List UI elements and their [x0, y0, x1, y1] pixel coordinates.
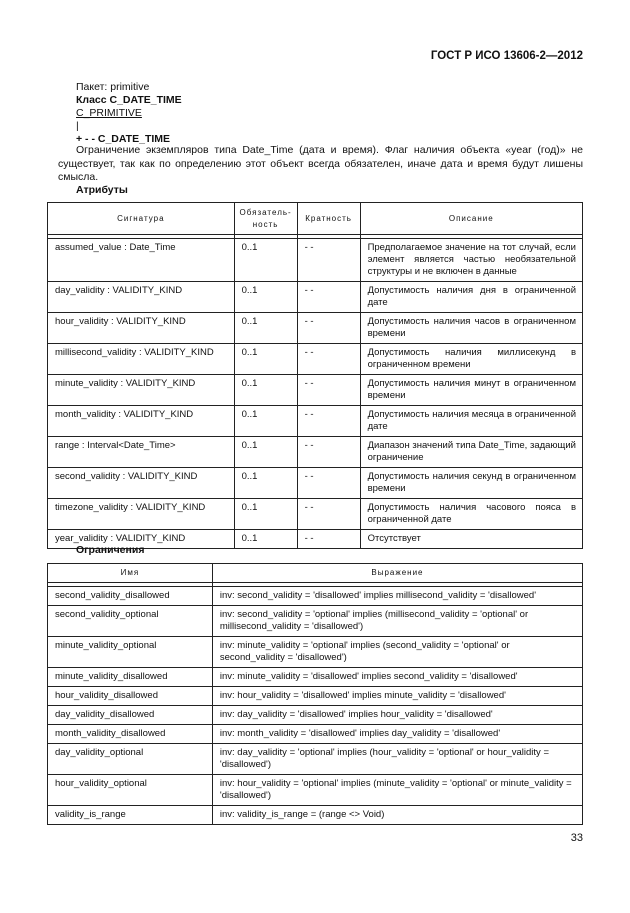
attribute-row-cell: Допустимость наличия дня в ограниченной дате [360, 282, 582, 313]
attribute-row-cell: 0..1 [234, 239, 297, 282]
attribute-row-cell: - - [297, 313, 360, 344]
constraint-row-cell: inv: hour_validity = 'disallowed' implies minute_validity = 'disallowed' [212, 687, 582, 706]
constraint-row-cell: day_validity_disallowed [48, 706, 213, 725]
col-mandatory: Обязатель- ность [234, 203, 297, 235]
attribute-row-cell: year_validity : VALIDITY_KIND [48, 530, 235, 549]
attribute-row [48, 437, 583, 468]
constraint-row [48, 587, 583, 606]
constraint-row-cell: inv: validity_is_range = (range <> Void) [212, 806, 582, 825]
attribute-row-cell: Допустимость наличия миллисекунд в ограниченном времени [360, 344, 582, 375]
parent-class: C_PRIMITIVE [76, 107, 142, 119]
attributes-header-row [48, 203, 583, 235]
constraint-row-cell: minute_validity_optional [48, 637, 213, 668]
attribute-row [48, 468, 583, 499]
attribute-row-cell: - - [297, 468, 360, 499]
constraint-row [48, 725, 583, 744]
attribute-row-cell: Предполагаемое значение на тот случай, если элемент является частью необязательной структуры и не включен в данные [360, 239, 582, 282]
attribute-row-cell: millisecond_validity : VALIDITY_KIND [48, 344, 235, 375]
constraint-row-cell: validity_is_range [48, 806, 213, 825]
attribute-row-cell: 0..1 [234, 344, 297, 375]
col-signature: Сигнатура [48, 203, 235, 235]
constraint-row-cell: inv: second_validity = 'optional' implies (millisecond_validity = 'optional' or millisecond_validity = 'disallowed') [212, 606, 582, 637]
attribute-row-cell: Отсутствует [360, 530, 582, 549]
constraint-row-cell: inv: minute_validity = 'optional' implies (second_validity = 'optional' or second_validity = 'disallowed') [212, 637, 582, 668]
constraint-row [48, 637, 583, 668]
constraint-row [48, 806, 583, 825]
attribute-row [48, 406, 583, 437]
constraint-row-cell: inv: month_validity = 'disallowed' implies day_validity = 'disallowed' [212, 725, 582, 744]
attribute-row-cell: day_validity : VALIDITY_KIND [48, 282, 235, 313]
package-line: Пакет: primitive [76, 81, 150, 93]
inheritance-bar: | [76, 120, 79, 132]
attribute-row-cell: minute_validity : VALIDITY_KIND [48, 375, 235, 406]
attribute-row [48, 375, 583, 406]
attribute-row-cell: 0..1 [234, 406, 297, 437]
col-name: Имя [48, 564, 213, 583]
class-self: + - - C_DATE_TIME [76, 133, 171, 145]
attribute-row [48, 313, 583, 344]
attribute-row-cell: - - [297, 406, 360, 437]
attribute-row-cell: 0..1 [234, 375, 297, 406]
attribute-row-cell: 0..1 [234, 313, 297, 344]
attribute-row [48, 499, 583, 530]
class-intro [76, 81, 182, 146]
constraint-row-cell: inv: day_validity = 'optional' implies (hour_validity = 'optional' or hour_validity = 'disallowed') [212, 744, 582, 775]
constraint-row-cell: hour_validity_disallowed [48, 687, 213, 706]
constraint-row-cell: hour_validity_optional [48, 775, 213, 806]
attribute-row-cell: Допустимость наличия секунд в ограниченном времени [360, 468, 582, 499]
col-expression: Выражение [212, 564, 582, 583]
constraints-header-row [48, 564, 583, 583]
attribute-row-cell: Допустимость наличия часов в ограниченном времени [360, 313, 582, 344]
constraint-row [48, 668, 583, 687]
attribute-row-cell: timezone_validity : VALIDITY_KIND [48, 499, 235, 530]
class-title: Класс C_DATE_TIME [76, 94, 182, 106]
col-multiplicity: Кратность [297, 203, 360, 235]
col-description: Описание [360, 203, 582, 235]
constraint-row-cell: inv: day_validity = 'disallowed' implies hour_validity = 'disallowed' [212, 706, 582, 725]
constraint-row-cell: minute_validity_disallowed [48, 668, 213, 687]
attribute-row [48, 239, 583, 282]
constraint-row [48, 606, 583, 637]
attribute-row-cell: Допустимость наличия месяца в ограниченной дате [360, 406, 582, 437]
attributes-title: Атрибуты [76, 184, 128, 196]
attribute-row-cell: 0..1 [234, 499, 297, 530]
attribute-row-cell: 0..1 [234, 282, 297, 313]
constraints-table [47, 563, 583, 825]
constraint-row [48, 775, 583, 806]
attribute-row-cell: 0..1 [234, 437, 297, 468]
constraint-row [48, 706, 583, 725]
page-number: 33 [570, 832, 583, 844]
constraint-row-cell: second_validity_optional [48, 606, 213, 637]
attribute-row-cell: second_validity : VALIDITY_KIND [48, 468, 235, 499]
attribute-row [48, 344, 583, 375]
attribute-row-cell: - - [297, 499, 360, 530]
constraints-title: Ограничения [76, 544, 145, 556]
attribute-row-cell: 0..1 [234, 530, 297, 549]
constraint-row [48, 687, 583, 706]
attribute-row-cell: - - [297, 437, 360, 468]
constraint-row-cell: month_validity_disallowed [48, 725, 213, 744]
attribute-row-cell: Допустимость наличия минут в ограниченном времени [360, 375, 582, 406]
attribute-row-cell: - - [297, 239, 360, 282]
attribute-row-cell: month_validity : VALIDITY_KIND [48, 406, 235, 437]
attribute-row-cell: - - [297, 344, 360, 375]
constraint-row-cell: day_validity_optional [48, 744, 213, 775]
class-description: Ограничение экземпляров типа Date_Time (дата и время). Флаг наличия объекта «year (год)» не существует, так как по определению этот объект всегда обязателен, иначе дата и время будут лишены смысла. [58, 144, 583, 183]
attribute-row-cell: Допустимость наличия часового пояса в ограниченной дате [360, 499, 582, 530]
attribute-row-cell: 0..1 [234, 468, 297, 499]
attribute-row [48, 282, 583, 313]
constraint-row-cell: inv: minute_validity = 'disallowed' implies second_validity = 'disallowed' [212, 668, 582, 687]
constraint-row-cell: inv: hour_validity = 'optional' implies (minute_validity = 'optional' or minute_validity = 'disallowed') [212, 775, 582, 806]
constraint-row [48, 744, 583, 775]
attribute-row-cell: range : Interval<Date_Time> [48, 437, 235, 468]
attribute-row-cell: hour_validity : VALIDITY_KIND [48, 313, 235, 344]
constraint-row-cell: inv: second_validity = 'disallowed' implies millisecond_validity = 'disallowed' [212, 587, 582, 606]
standard-header: ГОСТ Р ИСО 13606-2—2012 [430, 50, 583, 62]
constraint-row-cell: second_validity_disallowed [48, 587, 213, 606]
attribute-row-cell: Диапазон значений типа Date_Time, задающий ограничение [360, 437, 582, 468]
attribute-row-cell: - - [297, 375, 360, 406]
attribute-row-cell: - - [297, 282, 360, 313]
attributes-table [47, 202, 583, 549]
attribute-row-cell: - - [297, 530, 360, 549]
attribute-row-cell: assumed_value : Date_Time [48, 239, 235, 282]
